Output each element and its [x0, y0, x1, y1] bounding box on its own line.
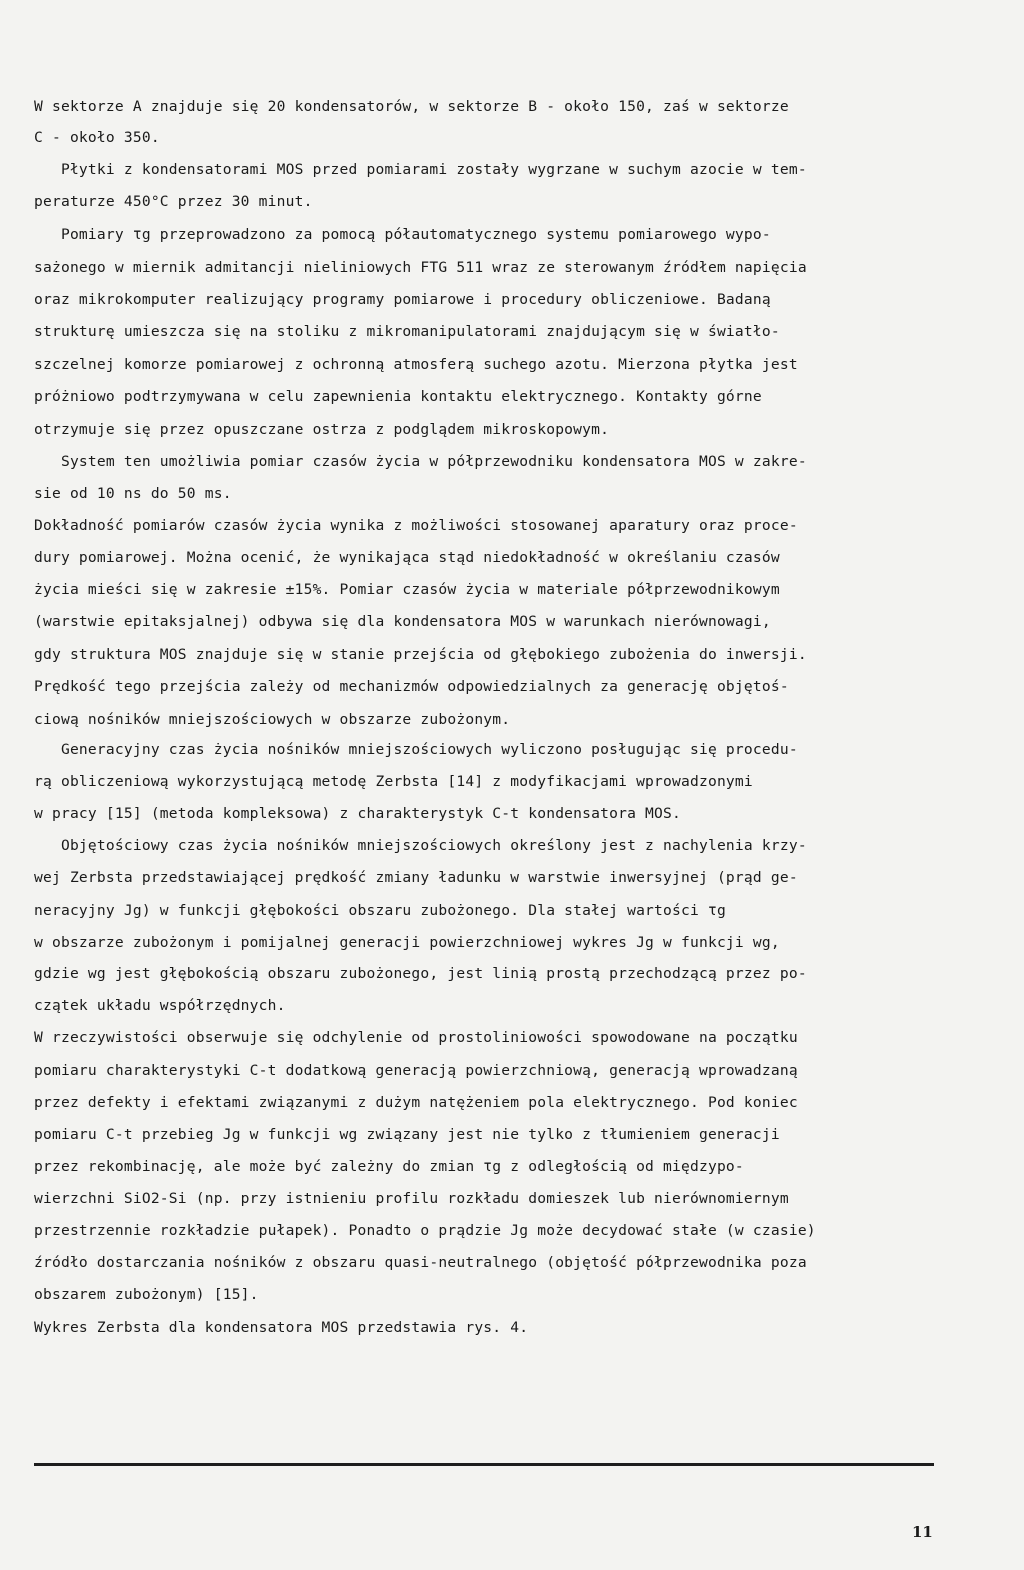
text-line: gdy struktura MOS znajduje się w stanie przejścia od głębokiego zubożenia do inwersji.: [34, 646, 807, 663]
text-line: oraz mikrokomputer realizujący programy pomiarowe i procedury obliczeniowe. Badaną: [34, 291, 771, 308]
text-line: próżniowo podtrzymywana w celu zapewnienia kontaktu elektrycznego. Kontakty górne: [34, 388, 762, 405]
text-line: w pracy [15] (metoda kompleksowa) z charakterystyk C-t kondensatora MOS.: [34, 805, 682, 822]
text-line: wej Zerbsta przedstawiającej prędkość zmiany ładunku w warstwie inwersyjnej (prąd ge-: [34, 869, 798, 886]
text-line: przez defekty i efektami związanymi z dużym natężeniem pola elektrycznego. Pod koniec: [34, 1094, 798, 1111]
text-line: neracyjny Jg) w funkcji głębokości obszaru zubożonego. Dla stałej wartości τg: [34, 902, 726, 919]
text-line: dury pomiarowej. Można ocenić, że wynikająca stąd niedokładność w określaniu czasów: [34, 549, 780, 566]
text-line: (warstwie epitaksjalnej) odbywa się dla kondensatora MOS w warunkach nierównowagi,: [34, 613, 771, 630]
text-line: W rzeczywistości obserwuje się odchylenie od prostoliniowości spowodowane na początku: [34, 1029, 798, 1046]
text-line: Wykres Zerbsta dla kondensatora MOS przedstawia rys. 4.: [34, 1319, 529, 1336]
text-line: pomiaru charakterystyki C-t dodatkową generacją powierzchniową, generacją wprowadzaną: [34, 1062, 798, 1079]
text-line: rą obliczeniową wykorzystującą metodę Zerbsta [14] z modyfikacjami wprowadzonymi: [34, 773, 753, 790]
text-line: Dokładność pomiarów czasów życia wynika z możliwości stosowanej aparatury oraz proce-: [34, 517, 798, 534]
text-line: Pomiary τg przeprowadzono za pomocą półautomatycznego systemu pomiarowego wypo-: [34, 226, 771, 243]
text-line: czątek układu współrzędnych.: [34, 997, 286, 1014]
text-line: źródło dostarczania nośników z obszaru quasi-neutralnego (objętość półprzewodnika poza: [34, 1254, 807, 1271]
text-line: peraturze 450°C przez 30 minut.: [34, 193, 313, 210]
text-line: w obszarze zubożonym i pomijalnej generacji powierzchniowej wykres Jg w funkcji wg,: [34, 934, 780, 951]
text-line: Płytki z kondensatorami MOS przed pomiarami zostały wygrzane w suchym azocie w tem-: [34, 161, 807, 178]
text-line: życia mieści się w zakresie ±15%. Pomiar czasów życia w materiale półprzewodnikowym: [34, 581, 780, 598]
text-line: Objętościowy czas życia nośników mniejszościowych określony jest z nachylenia krzy-: [34, 837, 807, 854]
text-line: Generacyjny czas życia nośników mniejszościowych wyliczono posługując się procedu-: [34, 741, 798, 758]
text-line: przez rekombinację, ale może być zależny do zmian τg z odległością od międzypo-: [34, 1158, 744, 1175]
text-line: W sektorze A znajduje się 20 kondensatorów, w sektorze B - około 150, zaś w sektorze: [34, 98, 789, 115]
text-line: System ten umożliwia pomiar czasów życia w półprzewodniku kondensatora MOS w zakre-: [34, 453, 807, 470]
text-line: Prędkość tego przejścia zależy od mechanizmów odpowiedzialnych za generację objętoś-: [34, 678, 789, 695]
text-line: pomiaru C-t przebieg Jg w funkcji wg związany jest nie tylko z tłumieniem generacji: [34, 1126, 780, 1143]
text-line: sażonego w miernik admitancji nieliniowych FTG 511 wraz ze sterowanym źródłem napięcia: [34, 259, 807, 276]
text-line: strukturę umieszcza się na stoliku z mikromanipulatorami znajdującym się w światło-: [34, 323, 780, 340]
footer-rule: [34, 1463, 934, 1466]
text-line: otrzymuje się przez opuszczane ostrza z podglądem mikroskopowym.: [34, 421, 610, 438]
text-line: ciową nośników mniejszościowych w obszarze zubożonym.: [34, 711, 511, 728]
text-line: wierzchni SiO2-Si (np. przy istnieniu profilu rozkładu domieszek lub nierównomiernym: [34, 1190, 789, 1207]
page-number: 11: [912, 1523, 933, 1541]
text-line: szczelnej komorze pomiarowej z ochronną atmosferą suchego azotu. Mierzona płytka jest: [34, 356, 798, 373]
text-line: C - około 350.: [34, 129, 160, 146]
text-line: obszarem zubożonym) [15].: [34, 1286, 259, 1303]
text-line: gdzie wg jest głębokością obszaru zubożonego, jest linią prostą przechodzącą przez po-: [34, 965, 807, 982]
text-line: sie od 10 ns do 50 ms.: [34, 485, 232, 502]
text-line: przestrzennie rozkładzie pułapek). Ponadto o prądzie Jg może decydować stałe (w czasie): [34, 1222, 816, 1239]
